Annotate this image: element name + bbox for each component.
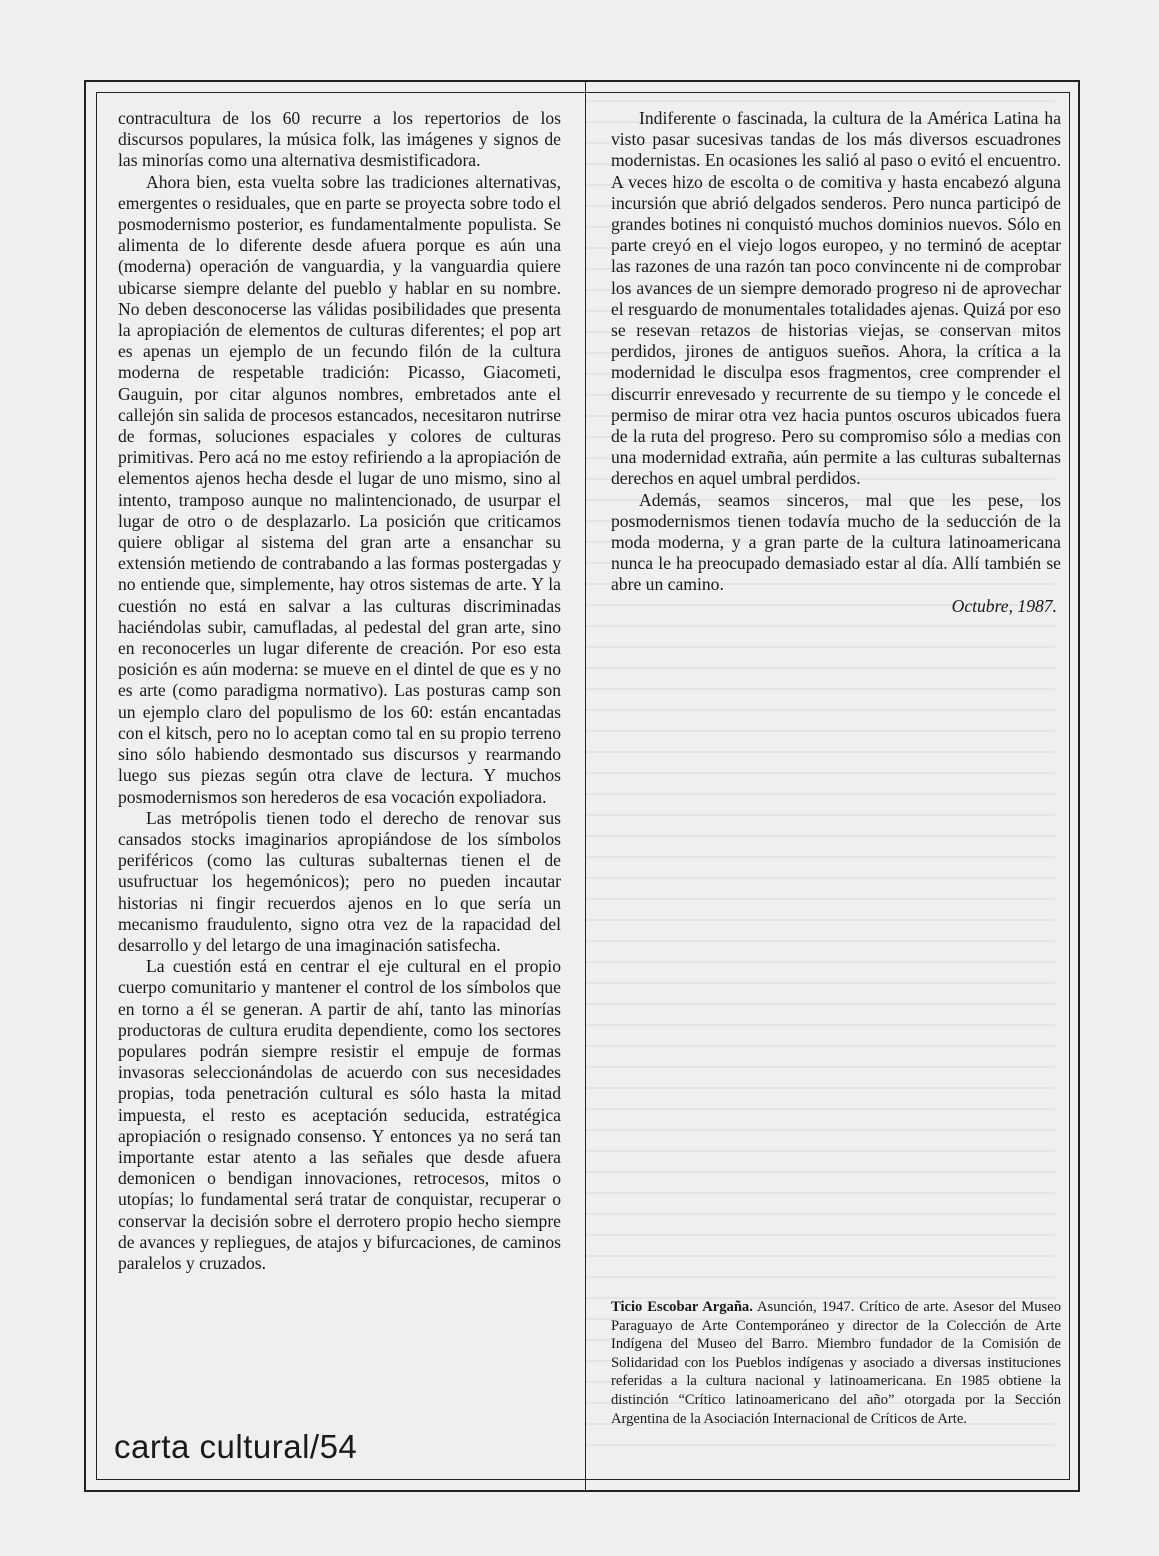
paragraph: Indiferente o fascinada, la cultura de la América Latina ha visto pasar sucesivas tandas de los más diversos escuadrones modernistas. En ocasiones les salió al paso o evitó el encuentro. A veces hizo de escolta o de comitiva y hasta encabezó alguna incursión que abrió delgados senderos. Pero nunca participó de grandes botines ni conquistó muchos dominios nuevos. Sólo en parte creyó en el viejo logos europeo, y no terminó de aceptar las razones de una razón tan poco convincente ni de comprobar los avances de un siempre demorado progreso ni de aprovechar el resguardo de monumentales totalidades ajenas. Quizá por eso se resevan retazos de historias viejas, se conservan mitos perdidos, jirones de antiguos sueños. Ahora, la crítica a la modernidad le disculpa esos fragmentos, cree comprender el discurrir enrevesado y recurrente de su tiempo y le concede el permiso de mirar otra vez hacia puntos oscuros ubicados fuera de la ruta del progreso. Pero su compromiso sólo a medias con una modernidad extraña, aún permite a las culturas subalternas derechos en aquel umbral perdidos.	[611, 108, 1061, 489]
paragraph: Ahora bien, esta vuelta sobre las tradiciones alternativas, emergentes o residuales, que en parte se proyecta sobre todo el posmodernismo posterior, es fundamentalmente populista. Se alimenta de lo diferente desde afuera porque es aún una (moderna) operación de vanguardia, y la vanguardia quiere ubicarse siempre delante del pueblo y hablar en su nombre. No deben desconocerse las válidas posibilidades que presenta la apropiación de elementos de culturas diferentes; el pop art es apenas un ejemplo de un fecundo filón de la cultura moderna de respetable tradición: Picasso, Giacometi, Gauguin, por citar algunos nombres, embretados ante el callejón sin salida de procesos estancados, necesitaron nutrirse de formas, soluciones espaciales y colores de culturas primitivas. Pero acá no me estoy refiriendo a la apropiación de elementos ajenos hecha desde el lugar de uno mismo, sino al intento, tramposo aunque no malintencionado, de usurpar el lugar de otro o de desplazarlo. La posición que criticamos quiere obligar al sistema del gran arte a ensanchar su extensión metiendo de contrabando a las formas postergadas y no entiende que, simplemente, hay otros sistemas de arte. Y la cuestión no está en salvar a las culturas discriminadas haciéndolas subir, camufladas, al pedestal del gran arte, sino en reconocerles un lugar diferente de creación. Por eso esta posición es aún moderna: se mueve en el dintel de que es y no es arte (como paradigma normativo). Las posturas camp son un ejemplo claro del populismo de los 60: están encantadas con el kitsch, pero no lo aceptan como tal en su propio terreno sino sólo habiendo desmontado sus discursos y rearmando luego sus piezas según otra clave de lectura. Y muchos posmodernismos son herederos de esa vocación expoliadora.	[118, 171, 561, 807]
author-bio-text: Asunción, 1947. Crítico de arte. Asesor del Museo Paraguayo de Arte Contemporáneo y director de la Colección de Arte Indígena del Museo del Barro. Miembro fundador de la Comisión de Solidaridad con los Pueblos indígenas y asociado a diversas instituciones referidas a la cultura nacional y latinoamericana. En 1985 obtiene la distinción “Crítico latinoamericano del año” otorgada por la Sección Argentina de la Asociación Internacional de Críticos de Arte.	[611, 1299, 1061, 1427]
paragraph: Además, seamos sinceros, mal que les pese, los posmodernismos tienen todavía mucho de la seducción de la moda moderna, y a gran parte de la cultura latinoamericana nunca le ha preocupado demasiado estar al día. Allí también se abre un camino.	[611, 489, 1061, 595]
right-column	[611, 108, 1061, 617]
left-column	[118, 108, 561, 1274]
paragraph: contracultura de los 60 recurre a los repertorios de los discursos populares, la música folk, las imágenes y signos de las minorías como una alternativa desmistificadora.	[118, 108, 561, 171]
paragraph: La cuestión está en centrar el eje cultural en el propio cuerpo comunitario y mantener el control de los símbolos que en torno a él se generan. A partir de ahí, tanto las minorías productoras de cultura erudita dependiente, como los sectores populares podrán siempre resistir el empuje de formas invasoras seleccionándolas de acuerdo con sus necesidades propias, toda penetración cultural es sólo hasta la mitad impuesta, el resto es aceptación seducida, estratégica apropiación o resignado consenso. Y entonces ya no será tan importante estar atento a las señales que desde afuera demonicen o bendigan innovaciones, retrocesos, mitos o utopías; lo fundamental será tratar de conquistar, recuperar o conservar la decisión sobre el derrotero propio hecho siempre de avances y repliegues, de atajos y bifurcaciones, de caminos paralelos y cruzados.	[118, 956, 561, 1273]
author-name: Ticio Escobar Argaña.	[611, 1299, 753, 1315]
article-date: Octubre, 1987.	[951, 595, 1057, 616]
author-bio	[611, 1298, 1061, 1428]
magazine-page-label: carta cultural/54	[114, 1428, 358, 1465]
paragraph: Las metrópolis tienen todo el derecho de renovar sus cansados stocks imaginarios apropiándose de los símbolos periféricos (como las culturas subalternas tienen el de usufructuar los hegemónicos); pero no pueden incautar historias ni fingir recuerdos ajenos en lo que sería un mecanismo fraudulento, signo otra vez de la rapacidad del desarrollo y del letargo de una imaginación satisfecha.	[118, 807, 561, 955]
column-divider	[585, 80, 586, 1492]
